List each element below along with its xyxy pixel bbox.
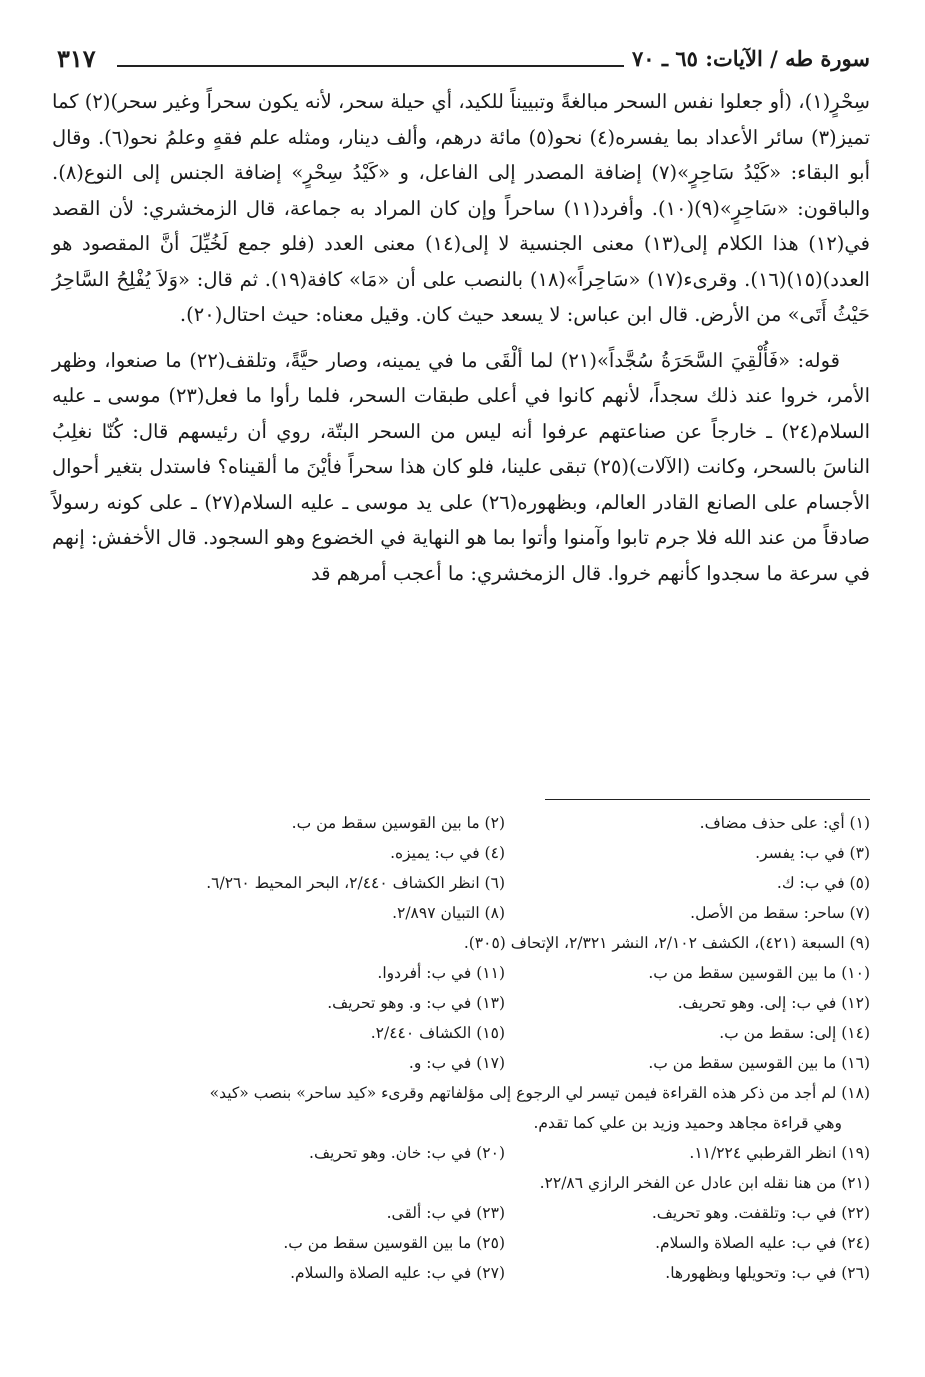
footnote: (١٣) في ب: و. وهو تحريف. bbox=[327, 994, 505, 1012]
footnote-row bbox=[55, 1048, 870, 1078]
footnote: (٣) في ب: يفسر. bbox=[755, 844, 870, 862]
footnote-row bbox=[55, 898, 870, 928]
footnote: (٢٢) في ب: وتلقفت. وهو تحريف. bbox=[651, 1204, 870, 1222]
footnote-continuation: وهي قراءة مجاهد وحميد وزيد بن علي كما تقدم. bbox=[533, 1114, 842, 1132]
footnote: (٢٠) في ب: خان. وهو تحريف. bbox=[309, 1144, 505, 1162]
footnote: (٦) انظر الكشاف ٢/٤٤٠، البحر المحيط ٦/٢٦٠. bbox=[206, 874, 505, 892]
footnote: (٧) ساحر: سقط من الأصل. bbox=[690, 904, 870, 922]
footnote: (٢٦) في ب: وتحويلها وبظهورها. bbox=[665, 1264, 870, 1282]
footnote: (٤) في ب: يميزه. bbox=[390, 844, 505, 862]
footnote: (١١) في ب: أفردوا. bbox=[377, 964, 505, 982]
main-text bbox=[52, 84, 870, 591]
footnote-row bbox=[55, 1138, 870, 1168]
footnote-separator bbox=[545, 799, 870, 800]
footnote-row bbox=[55, 988, 870, 1018]
footnote: (٢١) من هنا نقله ابن عادل عن الفخر الرازي ٢٢/٨٦. bbox=[539, 1174, 870, 1192]
footnote: (١٥) الكشاف ٢/٤٤٠. bbox=[370, 1024, 505, 1042]
footnote: (١٠) ما بين القوسين سقط من ب. bbox=[648, 964, 870, 982]
page-header bbox=[55, 40, 870, 74]
header-rule bbox=[117, 65, 624, 67]
footnote-row bbox=[55, 868, 870, 898]
footnote: (١٧) في ب: و. bbox=[408, 1054, 505, 1072]
footnote: (١٦) ما بين القوسين سقط من ب. bbox=[648, 1054, 870, 1072]
footnotes bbox=[55, 808, 870, 1288]
paragraph-1: سِحْرٍ(١)، (أو جعلوا نفس السحر مبالغةً وتبييناً للكيد، أي حيلة سحر، لأنه يكون سحراً وغير سحر)(٢) كما تميز(٣) سائر الأعداد بما يفسره(٤) نحو(٥) مائة درهم، وألف دينار، ومثله علم فقهٍ وعلمُ نحو(٦). وقال أبو البقاء: «كَيْدُ سَاحِرٍ»(٧) إضافة المصدر إلى الفاعل، و «كَيْدُ سِحْرٍ» إضافة الجنس إلى النوع(٨). والباقون: «سَاحِرٍ»(٩)(١٠). وأفرد(١١) ساحراً وإن كان المراد به جماعة، قال الزمخشري: لأن القصد في(١٢) هذا الكلام إلى(١٣) معنى الجنسية لا إلى(١٤) معنى العدد (فلو جمع لَخُيِّلَ أنَّ المقصود هو العدد)(١٥)(١٦). وقرىء(١٧) «سَاحِراً»(١٨) بالنصب على أن «مَا» كافة(١٩). ثم قال: «وَلاَ يُفْلِحُ السَّاحِرُ حَيْثُ أَتَى» من الأرض. قال ابن عباس: لا يسعد حيث كان. وقيل معناه: حيث احتال(٢٠). bbox=[52, 90, 870, 326]
footnote: (١٤) إلى: سقط من ب. bbox=[719, 1024, 870, 1042]
footnote: (٨) التبيان ٢/٨٩٧. bbox=[392, 904, 505, 922]
footnote: (٢٣) في ب: ألقى. bbox=[386, 1204, 505, 1222]
page-number: ٣١٧ bbox=[57, 44, 96, 73]
footnote-row bbox=[55, 808, 870, 838]
footnote: (١٨) لم أجد من ذكر هذه القراءة فيمن تيسر لي الرجوع إلى مؤلفاتهم وقرىء «كيد ساحر» بنصب «كيد» bbox=[209, 1084, 870, 1102]
footnote-row bbox=[55, 1198, 870, 1228]
footnote: (٢) ما بين القوسين سقط من ب. bbox=[291, 814, 505, 832]
footnote: (١٢) في ب: إلى. وهو تحريف. bbox=[677, 994, 870, 1012]
footnote-row bbox=[55, 838, 870, 868]
footnote-long bbox=[55, 1078, 870, 1138]
footnote: (٢٤) في ب: عليه الصلاة والسلام. bbox=[655, 1234, 870, 1252]
footnote-row bbox=[55, 1258, 870, 1288]
paragraph-2: قوله: «فَأُلْقِيَ السَّحَرَةُ سُجَّداً»(٢١) لما ألْقَى ما في يمينه، وصار حيَّةً، وتلقف(٢٢) ما صنعوا، وظهر الأمر، خروا عند ذلك سجداً، لأنهم كانوا في أعلى طبقات السحر، فلما رأوا ما فعل(٢٣) موسى ـ عليه السلام(٢٤) ـ خارجاً عن صناعتهم عرفوا أنه ليس من السحر البتّة، روي أن رئيسهم قال: كُنّا نغلِبُ الناسَ بالسحر، وكانت (الآلات)(٢٥) تبقى علينا، فلو كان هذا سحراً فأيْنَ ما ألقيناه؟ فاستدل بتغير أحوال الأجسام على الصانع القادر العالم، وبظهوره(٢٦) على يد موسى ـ عليه السلام(٢٧) ـ على كونه رسولاً صادقاً من عند الله فلا جرم تابوا وآمنوا وأتوا بما هو النهاية في الخضوع وهو السجود. قال الأخفش: إنهم في سرعة ما سجدوا كأنهم خروا. قال الزمخشري: ما أعجب أمرهم قد bbox=[52, 348, 871, 585]
running-title: سورة طه / الآيات: ٦٥ ـ ٧٠ bbox=[632, 46, 870, 71]
footnote-row bbox=[55, 1228, 870, 1258]
footnote-row bbox=[55, 958, 870, 988]
footnote: (١٩) انظر القرطبي ١١/٢٢٤. bbox=[689, 1144, 870, 1162]
footnote-row bbox=[55, 1018, 870, 1048]
footnote: (١) أي: على حذف مضاف. bbox=[699, 814, 870, 832]
footnote: (٢٧) في ب: عليه الصلاة والسلام. bbox=[290, 1264, 505, 1282]
footnote: (٩) السبعة (٤٢١)، الكشف ٢/١٠٢، النشر ٢/٣٢١، الإتحاف (٣٠٥). bbox=[463, 934, 870, 952]
footnote: (٢٥) ما بين القوسين سقط من ب. bbox=[283, 1234, 505, 1252]
footnote: (٥) في ب: ك. bbox=[776, 874, 870, 892]
